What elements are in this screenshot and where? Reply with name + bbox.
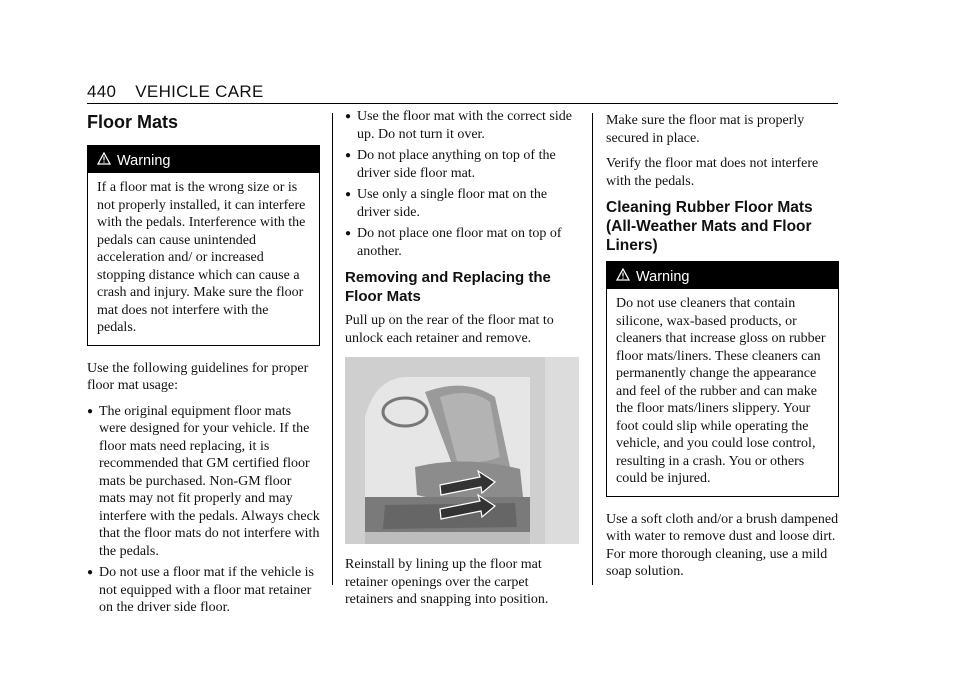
section-heading-floor-mats: Floor Mats — [87, 112, 179, 132]
list-item: ● Use the floor mat with the correct side up. Do not turn it over. — [345, 109, 572, 142]
warning-box — [87, 145, 320, 346]
warning-header — [607, 262, 838, 289]
floor-mat-retainer-illustration — [345, 357, 579, 544]
running-header — [87, 82, 264, 102]
column-1 — [87, 112, 320, 625]
warning-triangle-icon — [97, 152, 111, 169]
page-number: 440 — [87, 82, 117, 101]
column-3 — [606, 112, 839, 589]
subheading-removing-replacing: Removing and Replacing the Floor Mats — [345, 269, 551, 305]
guideline-list — [87, 403, 320, 617]
warning-text: Do not use cleaners that contain silicone, wax-based products, or cleaners that increase gloss on rubber floor mats/liners. These cleaners can permanently change the appearance and feel of the rubber and can make the floor mats/liners slippery. Your foot could slip while operating the vehicle, and you could lose control, resulting in a crash. You or others could be injured. — [616, 296, 826, 486]
warning-text: If a floor mat is the wrong size or is not properly installed, it can interfere with the pedals. Interference with the pedals can cause unintended acceleration and/ or increased stopping distance which can cause a crash and injury. Make sure the floor mat does not interfere with the pedals. — [97, 180, 306, 335]
list-item: ● Use only a single floor mat on the driver side. — [345, 187, 548, 220]
intro-paragraph: Use the following guidelines for proper floor mat usage: — [87, 360, 309, 393]
list-item: ● Do not place anything on top of the driver side floor mat. — [345, 148, 556, 181]
bullet-icon: ● — [345, 111, 352, 122]
bullet-icon: ● — [87, 567, 94, 578]
warning-triangle-icon — [616, 268, 630, 285]
list-item: ● Do not place one floor mat on top of another. — [345, 226, 562, 259]
verify-paragraph: Verify the floor mat does not interfere with the pedals. — [606, 156, 819, 189]
bullet-icon: ● — [345, 189, 352, 200]
reinstall-paragraph: Reinstall by lining up the floor mat retainer openings over the carpet retainers and snapping into position. — [345, 557, 549, 607]
column-divider-1 — [332, 113, 333, 585]
section-title: VEHICLE CARE — [135, 82, 264, 101]
column-2 — [345, 108, 579, 617]
cleaning-paragraph: Use a soft cloth and/or a brush dampened with water to remove dust and loose dirt. For more thorough cleaning, use a mild soap solution. — [606, 511, 839, 579]
subheading-cleaning-rubber-mats: Cleaning Rubber Floor Mats (All-Weather Mats and Floor Liners) — [606, 199, 813, 254]
column-divider-2 — [592, 113, 593, 585]
warning-header — [88, 146, 319, 173]
bullet-icon: ● — [345, 228, 352, 239]
list-item: ● The original equipment floor mats were designed for your vehicle. If the floor mats need replacing, it is recommended that GM certified floor mats be purchased. Non-GM floor mats may not fit properly and may interfere with the pedals. Always check that the floor mats do not interfere with the pedals. — [87, 403, 320, 559]
list-item: ● Do not use a floor mat if the vehicle is not equipped with a floor mat retainer on the driver side floor. — [87, 565, 314, 615]
warning-box — [606, 261, 839, 497]
bullet-icon: ● — [345, 150, 352, 161]
remove-paragraph: Pull up on the rear of the floor mat to unlock each retainer and remove. — [345, 313, 554, 346]
guideline-list-continued — [345, 108, 579, 260]
header-rule — [87, 103, 838, 104]
warning-label: Warning — [117, 152, 171, 169]
warning-label: Warning — [636, 268, 690, 285]
secure-paragraph: Make sure the floor mat is properly secured in place. — [606, 113, 805, 146]
bullet-icon: ● — [87, 405, 94, 417]
